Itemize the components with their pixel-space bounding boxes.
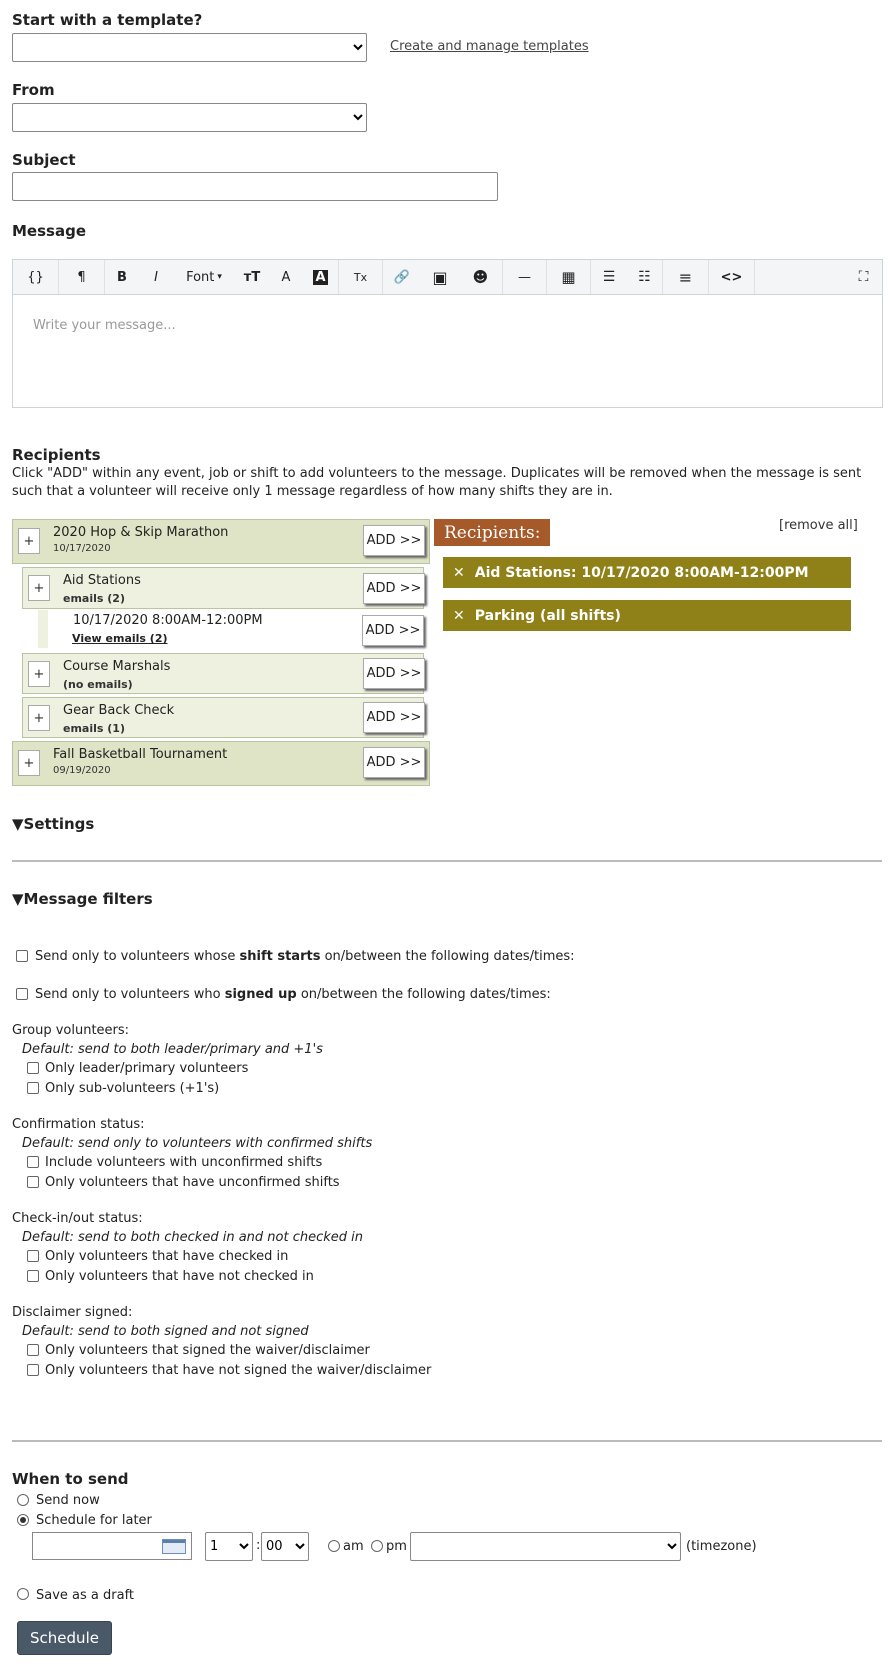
expand-button[interactable]: + [18,528,40,554]
editor-toolbar [12,259,883,295]
job-name: Gear Back Check [63,703,175,718]
event-date: 09/19/2020 [53,765,111,776]
signed-up-checkbox[interactable] [16,988,28,1000]
shift-starts-checkbox[interactable] [16,950,28,962]
remove-icon[interactable]: ✕ [453,564,465,581]
option-checkbox[interactable] [27,1344,39,1356]
manage-templates-link[interactable]: Create and manage templates [390,39,589,54]
divider [12,860,882,862]
shift-indent [38,610,48,648]
group-default: Default: send to both signed and not signed [22,1324,309,1339]
job-emails: (no emails) [63,678,133,691]
expand-button[interactable]: + [28,661,50,687]
pm-radio[interactable] [371,1540,383,1552]
date-input[interactable] [32,1532,192,1560]
option-checkbox[interactable] [27,1250,39,1262]
from-select[interactable] [12,103,367,132]
minute-select[interactable] [261,1532,309,1561]
option-checkbox[interactable] [27,1270,39,1282]
divider [12,1440,882,1442]
am-radio[interactable] [328,1540,340,1552]
group-title: Confirmation status: [12,1117,145,1132]
job-emails: emails (2) [63,592,125,605]
option-label: Only sub-volunteers (+1's) [45,1081,220,1096]
expand-button[interactable]: + [28,575,50,601]
group-title: Check-in/out status: [12,1211,143,1226]
recipients-label: Recipients [12,446,101,464]
template-select[interactable] [12,33,367,62]
horizontal-line-icon[interactable]: — [503,260,547,294]
add-button[interactable]: ADD >> [363,573,425,604]
event-row [12,741,430,786]
subject-input[interactable] [12,172,498,201]
option-label: Only volunteers that have not checked in [45,1269,314,1284]
numbered-list-icon[interactable]: ☷ [627,260,663,294]
job-emails: emails (1) [63,722,125,735]
time-separator: : [256,1538,261,1553]
recipients-panel-title: Recipients: [434,519,550,546]
option-checkbox[interactable] [27,1062,39,1074]
timezone-label: (timezone) [686,1539,757,1554]
recipient-chip [443,600,851,631]
message-filters-toggle[interactable]: ▼Message filters [12,890,153,908]
am-label: am [343,1539,364,1554]
shift-row [48,610,424,648]
group-default: Default: send only to volunteers with confirmed shifts [22,1136,373,1151]
expand-button[interactable]: + [28,705,50,731]
schedule-later-label: Schedule for later [36,1513,152,1528]
font-label: Font [186,269,215,285]
job-name: Course Marshals [63,659,171,674]
option-label: Only leader/primary volunteers [45,1061,249,1076]
table-icon[interactable]: ▦ [547,260,591,294]
settings-toggle[interactable]: ▼Settings [12,815,95,833]
expand-button[interactable]: + [18,750,40,776]
job-name: Aid Stations [63,573,141,588]
font-dropdown[interactable]: Font ▾ [186,269,222,285]
remove-all-link[interactable]: [remove all] [779,518,858,533]
event-name: Fall Basketball Tournament [53,747,228,762]
paragraph-icon[interactable]: ¶ [59,260,105,294]
italic-icon[interactable]: I [154,269,158,285]
job-row [22,653,424,694]
background-color-icon[interactable]: A [303,260,339,294]
group-default: Default: send to both leader/primary and +1's [22,1042,323,1057]
recipient-chip-label: Aid Stations: 10/17/2020 8:00AM-12:00PM [474,564,809,581]
save-draft-radio[interactable] [17,1588,29,1600]
pm-label: pm [386,1539,407,1554]
send-now-label: Send now [36,1493,100,1508]
message-label: Message [12,222,86,240]
fullscreen-icon[interactable]: ⛶ [858,269,869,285]
add-button[interactable]: ADD >> [363,702,425,733]
option-checkbox[interactable] [27,1176,39,1188]
align-icon[interactable]: ≡ [663,260,709,294]
add-button[interactable]: ADD >> [362,615,424,646]
option-label: Only volunteers that have unconfirmed shifts [45,1175,340,1190]
code-view-icon[interactable]: <> [709,260,755,294]
option-checkbox[interactable] [27,1156,39,1168]
job-row [22,567,424,609]
option-label: Only volunteers that signed the waiver/disclaimer [45,1343,370,1358]
subject-label: Subject [12,151,76,169]
add-button[interactable]: ADD >> [363,658,425,689]
template-label: Start with a template? [12,11,203,29]
event-date: 10/17/2020 [53,543,111,554]
message-placeholder: Write your message... [33,318,176,333]
link-icon[interactable]: 🔗 [393,269,411,285]
font-size-icon[interactable]: тT [243,269,261,285]
text-color-icon[interactable]: A [281,269,291,285]
recipient-chip [443,557,851,588]
image-icon[interactable]: ▣ [432,267,448,287]
emoji-icon[interactable]: ☻ [459,260,503,294]
recipients-help: Click "ADD" within any event, job or shift to add volunteers to the message. Duplicates will be removed when the message is sent such that a volunteer will receive only 1 message regardless of how many shifts they are in. [12,466,862,499]
remove-icon[interactable]: ✕ [453,607,465,624]
bold-icon[interactable]: B [117,269,127,285]
option-label: Only volunteers that have not signed the waiver/disclaimer [45,1363,432,1378]
option-checkbox[interactable] [27,1082,39,1094]
group-default: Default: send to both checked in and not checked in [22,1230,363,1245]
send-now-radio[interactable] [17,1494,29,1506]
event-row [12,519,430,564]
add-button[interactable]: ADD >> [363,747,425,778]
option-label: Only volunteers that have checked in [45,1249,289,1264]
event-name: 2020 Hop & Skip Marathon [53,525,229,540]
message-editor[interactable] [12,294,883,408]
job-row [22,697,424,738]
option-label: Include volunteers with unconfirmed shifts [45,1155,323,1170]
view-emails-link[interactable]: View emails (2) [72,632,168,645]
schedule-later-radio[interactable] [17,1514,29,1526]
timezone-select[interactable] [410,1532,681,1561]
bulleted-list-icon[interactable]: ☰ [602,269,616,285]
group-title: Disclaimer signed: [12,1305,133,1320]
shift-starts-label: Send only to volunteers whose shift starts on/between the following dates/times: [35,949,575,964]
clear-format-icon[interactable]: Tx [339,260,383,294]
when-to-send-label: When to send [12,1470,129,1488]
option-checkbox[interactable] [27,1364,39,1376]
group-title: Group volunteers: [12,1023,130,1038]
signed-up-label: Send only to volunteers who signed up on/between the following dates/times: [35,987,551,1002]
recipient-chip-label: Parking (all shifts) [474,607,621,624]
shift-time: 10/17/2020 8:00AM-12:00PM [73,613,263,628]
from-label: From [12,81,55,99]
hour-select[interactable] [205,1532,253,1561]
add-button[interactable]: ADD >> [363,525,425,556]
calendar-icon[interactable] [162,1539,186,1554]
schedule-button[interactable]: Schedule [17,1621,112,1655]
variables-icon[interactable]: {} [13,260,59,294]
save-draft-label: Save as a draft [36,1588,135,1603]
